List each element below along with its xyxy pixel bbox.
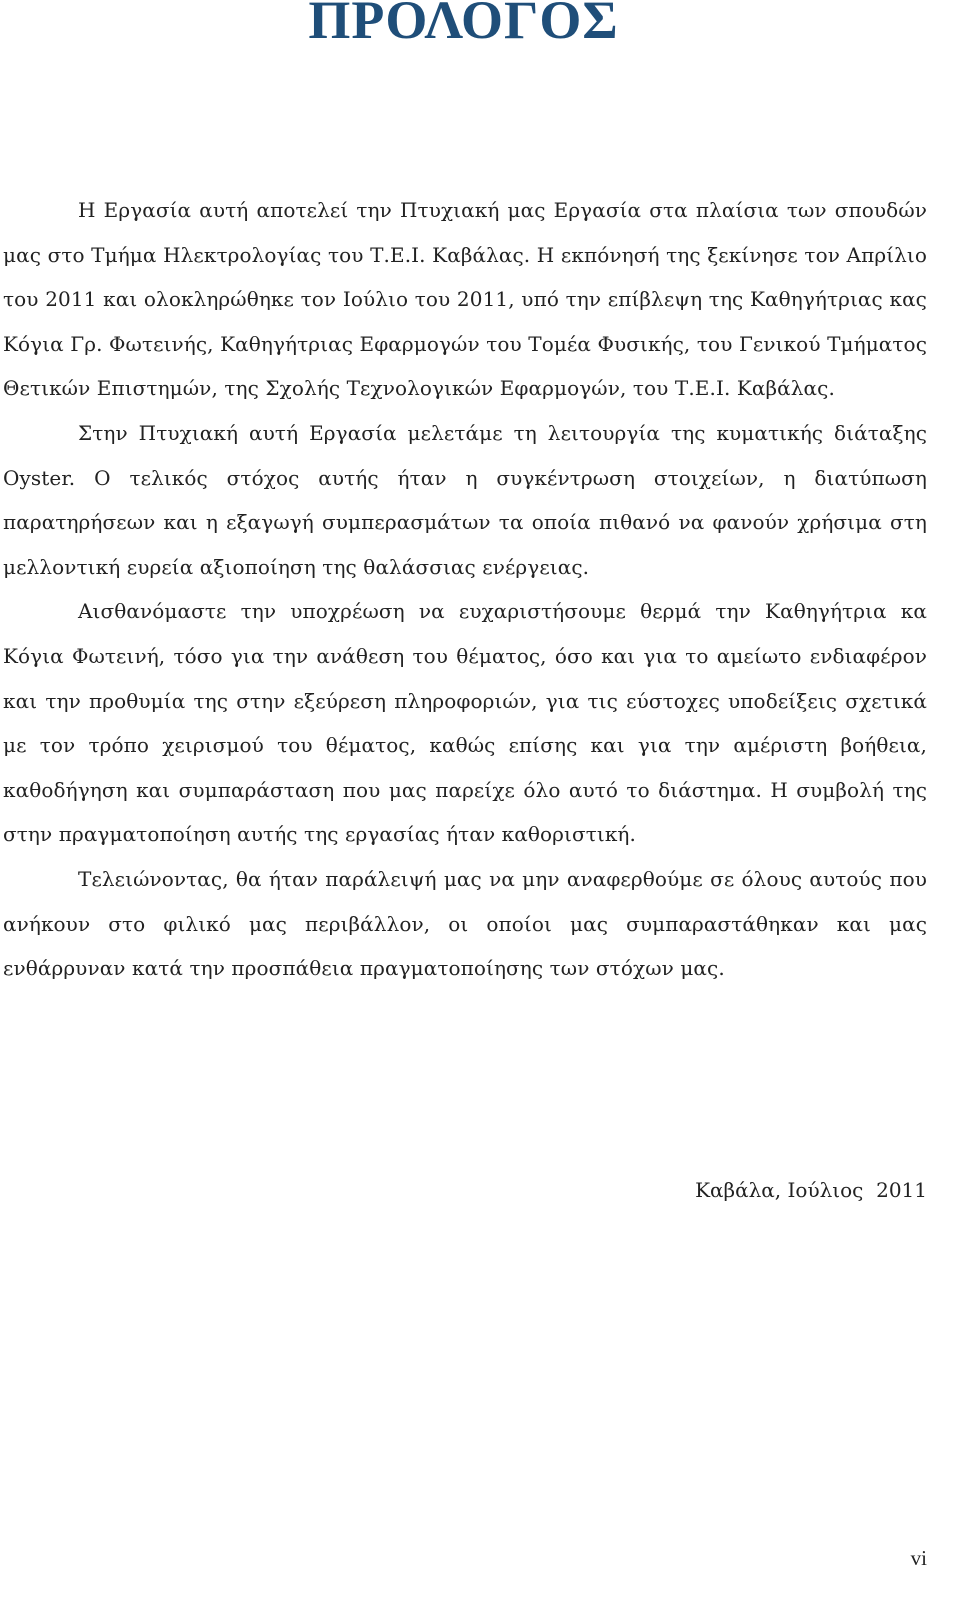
paragraph-acknowledgement: Αισθανόμαστε την υποχρέωση να ευχαριστήσουμε θερμά την Καθηγήτρια κα Κόγια Φωτεινή, τόσο για την ανάθεση του θέματος, όσο και για το αμείωτο ενδιαφέρον και την προθυμία της στην εξεύρεση πληροφοριών, για τις εύστοχες υποδείξεις σχετικά με τον τρόπο χειρισμού του θέματος, καθώς επίσης και για την αμέριστη βοήθεια, καθοδήγηση και συμπαράσταση που μας παρείχε όλο αυτό το διάστημα. Η συμβολή της στην πραγματοποίηση αυτής της εργασίας ήταν καθοριστική.	[3, 599, 927, 847]
page-title: ΠΡΟΛΟΓΟΣ	[308, 0, 619, 50]
paragraph-intro: Η Εργασία αυτή αποτελεί την Πτυχιακή μας Εργασία στα πλαίσια των σπουδών μας στο Τμήμα Ηλεκτρολογίας του Τ.Ε.Ι. Καβάλας. Η εκπόνησή της ξεκίνησε τον Απρίλιο του 2011 και ολοκληρώθηκε τον Ιούλιο του 2011, υπό την επίβλεψη της Καθηγήτριας κας Κόγια Γρ. Φωτεινής, Καθηγήτριας Εφαρμογών του Τομέα Φυσικής, του Γενικού Τμήματος Θετικών Επιστημών, της Σχολής Τεχνολογικών Εφαρμογών, του Τ.Ε.Ι. Καβάλας.	[3, 198, 927, 401]
paragraph-closing: Τελειώνοντας, θα ήταν παράλειψή μας να μην αναφερθούμε σε όλους αυτούς που ανήκουν στο φιλικό μας περιβάλλον, οι οποίοι μας συμπαραστάθηκαν και μας ενθάρρυναν κατά την προσπάθεια πραγματοποίησης των στόχων μας.	[3, 866, 927, 981]
document-body	[3, 188, 927, 991]
paragraph-study-goal: Στην Πτυχιακή αυτή Εργασία μελετάμε τη λειτουργία της κυματικής διάταξης Oyster. Ο τελικός στόχος αυτής ήταν η συγκέντρωση στοιχείων, η διατύπωση παρατηρήσεων και η εξαγωγή συμπερασμάτων τα οποία πιθανό να φανούν χρήσιμα στη μελλοντική ευρεία αξιοποίηση της θαλάσσιας ενέργειας.	[3, 420, 927, 579]
page-number: vi	[910, 1546, 927, 1570]
place-date-signature: Καβάλα, Ιούλιος 2011	[695, 1178, 927, 1202]
